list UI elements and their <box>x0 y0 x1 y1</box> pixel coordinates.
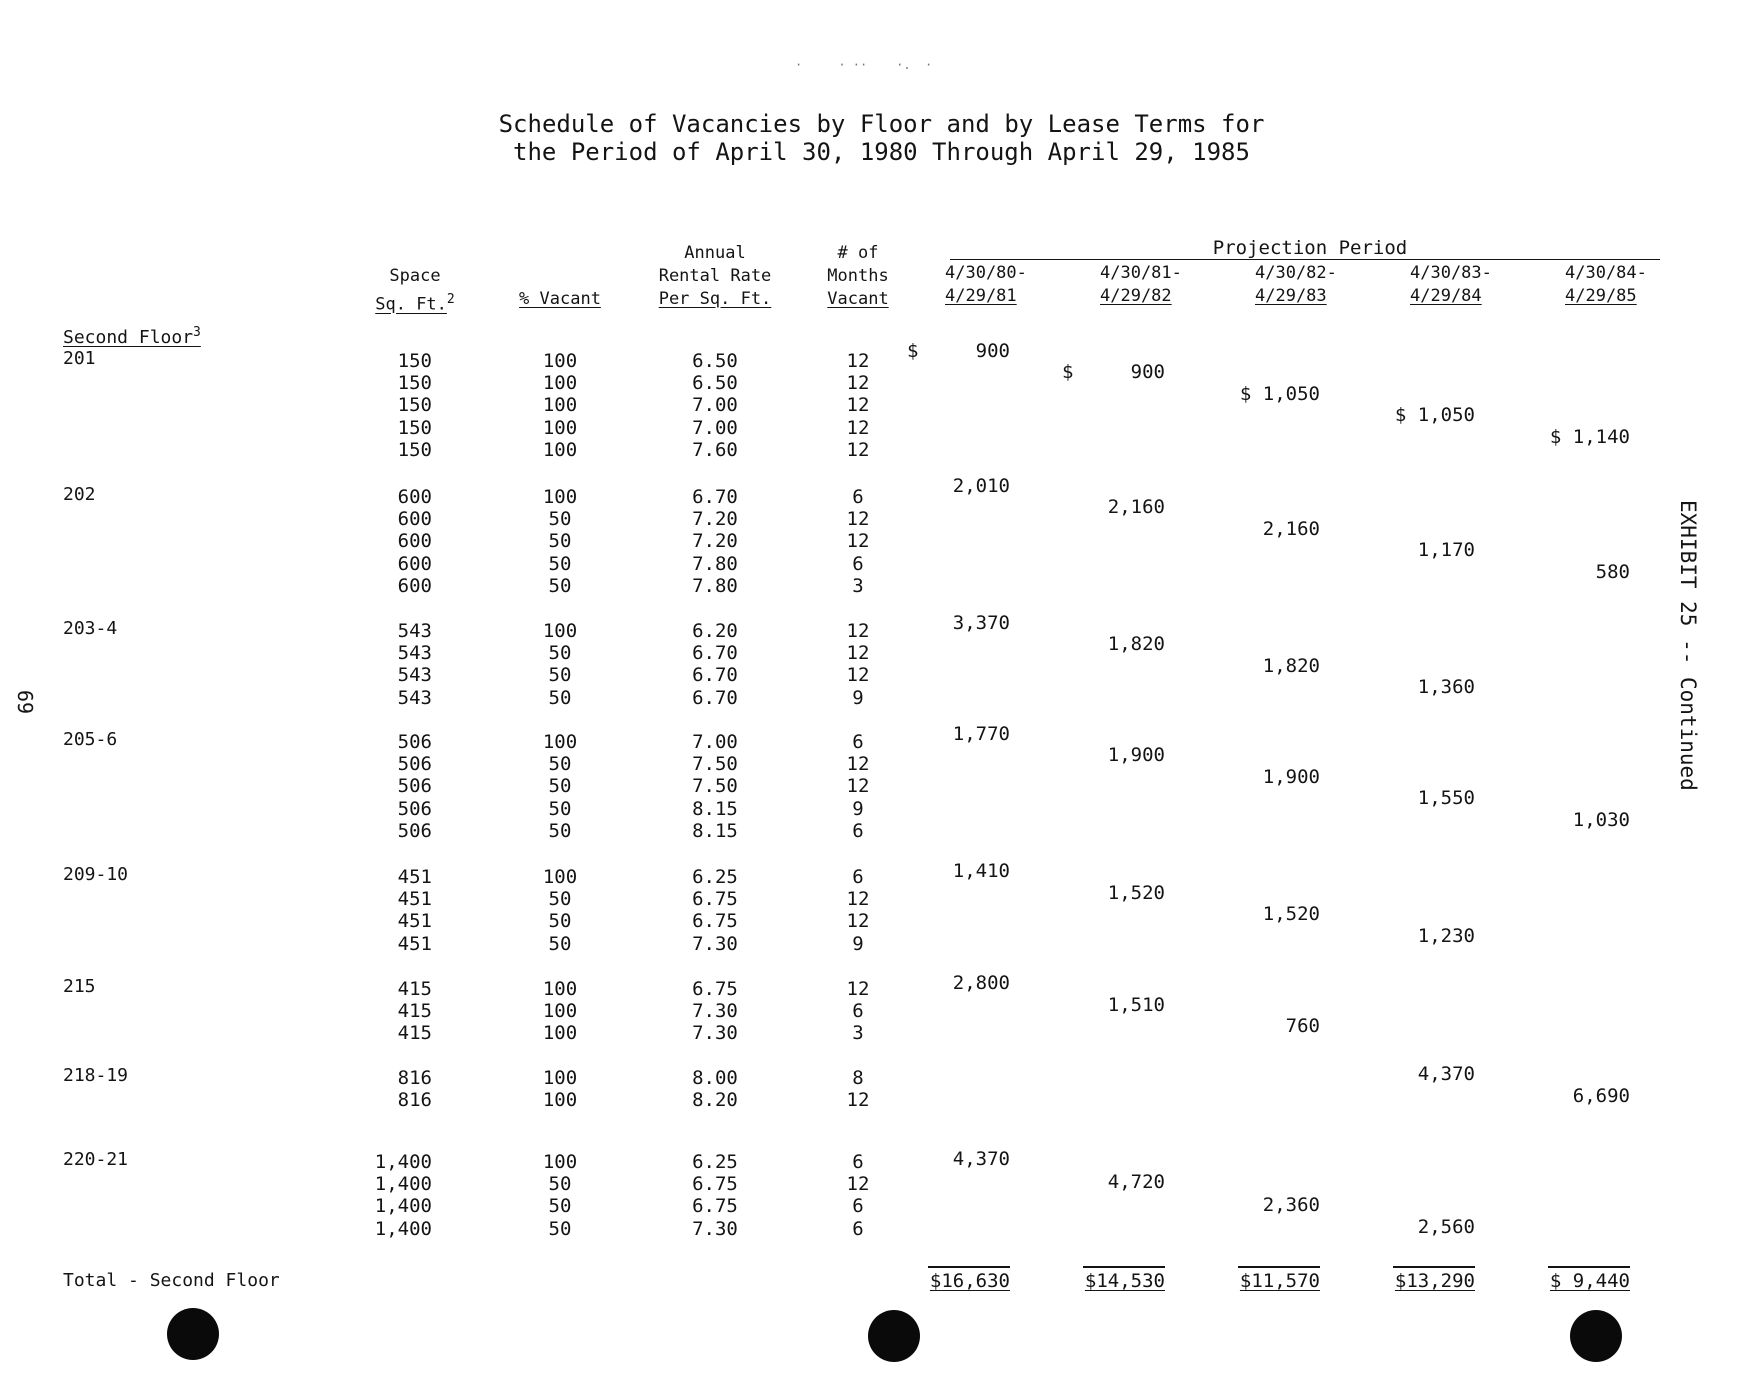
rate-cell: 6.70 <box>692 642 738 664</box>
header-period-5: 4/30/84- 4/29/85 <box>1565 263 1647 306</box>
rate-cell: 6.75 <box>692 1173 738 1195</box>
months-cell: 6 <box>852 1218 864 1240</box>
projection-amount: 1,360 <box>1417 676 1475 698</box>
punch-hole-right <box>1570 1310 1622 1362</box>
rate-cell: 6.70 <box>692 486 738 508</box>
months-cell: 12 <box>846 978 870 1000</box>
header-period-4: 4/30/83- 4/29/84 <box>1410 263 1492 306</box>
vacant-cell: 50 <box>548 1195 572 1217</box>
months-cell: 12 <box>846 664 870 686</box>
months-cell: 12 <box>846 417 870 439</box>
projection-amount: 1,170 <box>1417 539 1475 561</box>
vacant-cell: 50 <box>548 508 572 530</box>
space-cell: 816 <box>397 1089 432 1111</box>
footnote-3: 3 <box>193 325 201 340</box>
unit-label: 205-6 <box>63 729 118 750</box>
vacant-cell: 50 <box>548 664 572 686</box>
total-amount: $ 9,440 <box>1549 1270 1630 1292</box>
months-cell: 12 <box>846 439 870 461</box>
projection-amount: 4,370 <box>952 1148 1010 1170</box>
projection-amount: 1,410 <box>952 860 1010 882</box>
vacant-cell: 50 <box>548 553 572 575</box>
projection-amount: 1,770 <box>952 723 1010 745</box>
projection-amount: 2,160 <box>1262 518 1320 540</box>
months-cell: 12 <box>846 888 870 910</box>
months-cell: 12 <box>846 372 870 394</box>
rate-cell: 6.50 <box>692 350 738 372</box>
space-cell: 150 <box>397 417 432 439</box>
space-cell: 506 <box>397 775 432 797</box>
total-amount: $11,570 <box>1239 1270 1320 1292</box>
projection-amount: 6,690 <box>1572 1085 1630 1107</box>
space-cell: 451 <box>397 910 432 932</box>
projection-amount: 1,900 <box>1107 744 1165 766</box>
space-cell: 415 <box>397 1000 432 1022</box>
space-cell: 150 <box>397 350 432 372</box>
vacant-cell: 50 <box>548 888 572 910</box>
space-cell: 451 <box>397 866 432 888</box>
months-cell: 12 <box>846 508 870 530</box>
space-cell: 600 <box>397 553 432 575</box>
space-cell: 1,400 <box>374 1218 432 1240</box>
vacant-cell: 100 <box>542 866 578 888</box>
space-cell: 150 <box>397 372 432 394</box>
months-cell: 12 <box>846 910 870 932</box>
months-cell: 9 <box>852 933 864 955</box>
projection-amount: 1,230 <box>1417 925 1475 947</box>
rate-cell: 7.20 <box>692 508 738 530</box>
rate-cell: 7.80 <box>692 553 738 575</box>
header-rate: Annual Rental Rate Per Sq. Ft. <box>658 243 772 309</box>
projection-amount: 2,560 <box>1417 1216 1475 1238</box>
projection-amount: $ 1,140 <box>1549 426 1630 448</box>
page-number: 69 <box>13 690 37 715</box>
rate-cell: 7.50 <box>692 775 738 797</box>
section-label: Second Floor$^3$ <box>63 325 201 348</box>
rate-cell: 7.00 <box>692 394 738 416</box>
space-cell: 415 <box>397 978 432 1000</box>
vacant-cell: 100 <box>542 372 578 394</box>
projection-amount: 1,820 <box>1107 633 1165 655</box>
vacant-cell: 50 <box>548 910 572 932</box>
vacant-cell: 100 <box>542 978 578 1000</box>
space-cell: 451 <box>397 888 432 910</box>
unit-label: 203-4 <box>63 618 118 639</box>
space-cell: 1,400 <box>374 1173 432 1195</box>
projection-amount: $ 1,050 <box>1239 383 1320 405</box>
space-cell: 506 <box>397 731 432 753</box>
rate-cell: 8.00 <box>692 1067 738 1089</box>
unit-label: 215 <box>63 976 96 997</box>
vacant-cell: 100 <box>542 394 578 416</box>
total-rule <box>1548 1266 1630 1268</box>
vacant-cell: 50 <box>548 642 572 664</box>
document-title-line2: the Period of April 30, 1980 Through April 29, 1985 <box>513 138 1250 166</box>
header-period-3: 4/30/82- 4/29/83 <box>1255 263 1337 306</box>
rate-cell: 7.50 <box>692 753 738 775</box>
projection-amount: 1,900 <box>1262 766 1320 788</box>
months-cell: 8 <box>852 1067 864 1089</box>
projection-rule <box>950 259 1660 260</box>
months-cell: 3 <box>852 575 864 597</box>
space-cell: 543 <box>397 664 432 686</box>
months-cell: 9 <box>852 687 864 709</box>
rate-cell: 7.30 <box>692 1000 738 1022</box>
vacant-cell: 50 <box>548 933 572 955</box>
rate-cell: 7.00 <box>692 417 738 439</box>
projection-amount: 760 <box>1285 1015 1320 1037</box>
rate-cell: 7.60 <box>692 439 738 461</box>
space-cell: 506 <box>397 820 432 842</box>
space-cell: 543 <box>397 620 432 642</box>
vacant-cell: 50 <box>548 820 572 842</box>
projection-amount: 2,360 <box>1262 1194 1320 1216</box>
vacant-cell: 100 <box>542 439 578 461</box>
unit-label: 201 <box>63 348 96 369</box>
months-cell: 6 <box>852 1000 864 1022</box>
vacant-cell: 100 <box>542 1089 578 1111</box>
rate-cell: 6.75 <box>692 978 738 1000</box>
rate-cell: 8.20 <box>692 1089 738 1111</box>
total-rule <box>928 1266 1010 1268</box>
unit-label: 202 <box>63 484 96 505</box>
rate-cell: 6.50 <box>692 372 738 394</box>
space-cell: 600 <box>397 575 432 597</box>
total-label: Total - Second Floor <box>63 1270 280 1291</box>
total-rule <box>1393 1266 1475 1268</box>
vacant-cell: 100 <box>542 1000 578 1022</box>
rate-cell: 7.30 <box>692 933 738 955</box>
rate-cell: 6.70 <box>692 664 738 686</box>
vacant-cell: 50 <box>548 1218 572 1240</box>
vacant-cell: 100 <box>542 486 578 508</box>
header-period-1: 4/30/80- 4/29/81 <box>945 263 1027 306</box>
rate-cell: 7.30 <box>692 1218 738 1240</box>
rate-cell: 7.80 <box>692 575 738 597</box>
months-cell: 9 <box>852 798 864 820</box>
vacant-cell: 100 <box>542 620 578 642</box>
projection-amount: 1,520 <box>1107 882 1165 904</box>
rate-cell: 7.20 <box>692 530 738 552</box>
space-cell: 506 <box>397 798 432 820</box>
projection-amount: 1,510 <box>1107 994 1165 1016</box>
space-cell: 816 <box>397 1067 432 1089</box>
rate-cell: 6.20 <box>692 620 738 642</box>
space-cell: 1,400 <box>374 1195 432 1217</box>
projection-amount: 2,160 <box>1107 496 1165 518</box>
months-cell: 6 <box>852 866 864 888</box>
vacant-cell: 50 <box>548 775 572 797</box>
months-cell: 6 <box>852 1151 864 1173</box>
space-cell: 150 <box>397 439 432 461</box>
projection-amount: 1,550 <box>1417 787 1475 809</box>
projection-amount: 3,370 <box>952 612 1010 634</box>
unit-label: 218-19 <box>63 1065 129 1086</box>
space-cell: 600 <box>397 508 432 530</box>
total-rule <box>1083 1266 1165 1268</box>
months-cell: 12 <box>846 350 870 372</box>
space-cell: 600 <box>397 530 432 552</box>
vacant-cell: 100 <box>542 350 578 372</box>
vacant-cell: 50 <box>548 575 572 597</box>
total-amount: $13,290 <box>1394 1270 1475 1292</box>
space-cell: 506 <box>397 753 432 775</box>
vacant-cell: 100 <box>542 1151 578 1173</box>
punch-hole-left <box>167 1308 219 1360</box>
footnote-2: 2 <box>446 292 455 307</box>
months-cell: 12 <box>846 775 870 797</box>
rate-cell: 6.75 <box>692 910 738 932</box>
projection-amount: 2,010 <box>952 475 1010 497</box>
months-cell: 12 <box>846 620 870 642</box>
total-rule <box>1238 1266 1320 1268</box>
projection-amount: 4,720 <box>1107 1171 1165 1193</box>
rate-cell: 6.75 <box>692 888 738 910</box>
rate-cell: 8.15 <box>692 798 738 820</box>
vacant-cell: 50 <box>548 753 572 775</box>
vacant-cell: 100 <box>542 1067 578 1089</box>
months-cell: 3 <box>852 1022 864 1044</box>
projection-amount: 1,820 <box>1262 655 1320 677</box>
rate-cell: 7.00 <box>692 731 738 753</box>
months-cell: 12 <box>846 394 870 416</box>
projection-amount: 1,030 <box>1572 809 1630 831</box>
space-cell: 543 <box>397 642 432 664</box>
header-period-2: 4/30/81- 4/29/82 <box>1100 263 1182 306</box>
space-cell: 451 <box>397 933 432 955</box>
vacant-cell: 50 <box>548 1173 572 1195</box>
months-cell: 6 <box>852 731 864 753</box>
rate-cell: 6.25 <box>692 866 738 888</box>
header-space: Space Sq. Ft.$^2$ <box>375 266 455 315</box>
space-cell: 1,400 <box>374 1151 432 1173</box>
vacant-cell: 100 <box>542 1022 578 1044</box>
rate-cell: 7.30 <box>692 1022 738 1044</box>
months-cell: 12 <box>846 1173 870 1195</box>
rate-cell: 6.70 <box>692 687 738 709</box>
space-cell: 543 <box>397 687 432 709</box>
punch-hole-center <box>868 1310 920 1362</box>
header-vacant: % Vacant <box>519 289 601 309</box>
months-cell: 6 <box>852 486 864 508</box>
rate-cell: 6.75 <box>692 1195 738 1217</box>
projection-amount: $ 900 <box>907 340 1010 362</box>
projection-amount: 1,520 <box>1262 903 1320 925</box>
space-cell: 600 <box>397 486 432 508</box>
space-cell: 150 <box>397 394 432 416</box>
projection-amount: 2,800 <box>952 972 1010 994</box>
total-amount: $14,530 <box>1084 1270 1165 1292</box>
header-projection: Projection Period <box>1212 237 1408 259</box>
months-cell: 6 <box>852 820 864 842</box>
projection-amount: 4,370 <box>1417 1063 1475 1085</box>
rate-cell: 6.25 <box>692 1151 738 1173</box>
months-cell: 12 <box>846 753 870 775</box>
vacant-cell: 100 <box>542 731 578 753</box>
projection-amount: 580 <box>1595 561 1630 583</box>
vacant-cell: 50 <box>548 530 572 552</box>
vacant-cell: 50 <box>548 687 572 709</box>
vacant-cell: 100 <box>542 417 578 439</box>
vacant-cell: 50 <box>548 798 572 820</box>
months-cell: 12 <box>846 1089 870 1111</box>
total-amount: $16,630 <box>929 1270 1010 1292</box>
months-cell: 6 <box>852 553 864 575</box>
header-months: # of Months Vacant <box>827 243 889 309</box>
projection-amount: $ 1,050 <box>1394 404 1475 426</box>
unit-label: 209-10 <box>63 864 129 885</box>
unit-label: 220-21 <box>63 1149 129 1170</box>
document-title-line1: Schedule of Vacancies by Floor and by Lease Terms for <box>498 110 1265 138</box>
rate-cell: 8.15 <box>692 820 738 842</box>
months-cell: 12 <box>846 642 870 664</box>
projection-amount: $ 900 <box>1062 361 1165 383</box>
space-cell: 415 <box>397 1022 432 1044</box>
exhibit-label: EXHIBIT 25 -- Continued <box>1676 500 1700 791</box>
months-cell: 6 <box>852 1195 864 1217</box>
months-cell: 12 <box>846 530 870 552</box>
scan-specks: · · ·· ·. · <box>795 58 933 72</box>
